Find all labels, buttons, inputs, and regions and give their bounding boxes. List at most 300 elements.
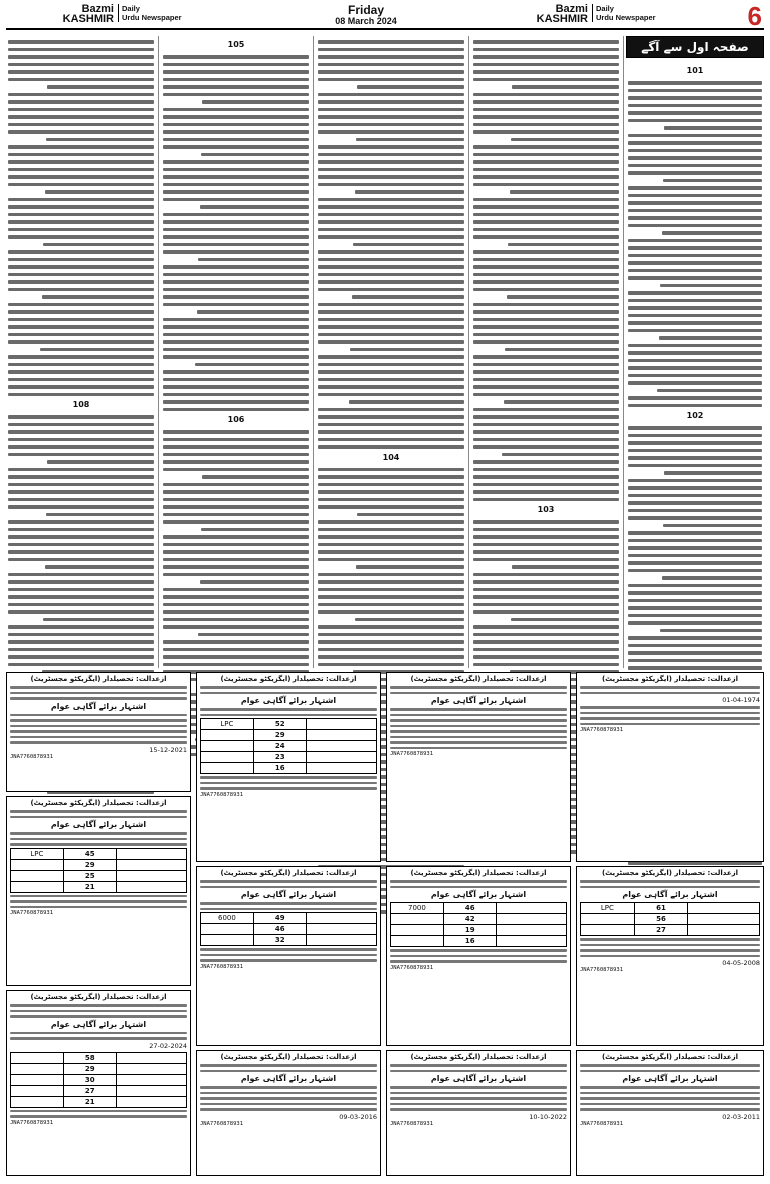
text-line (201, 153, 309, 157)
text-line (628, 224, 762, 228)
text-line (628, 614, 762, 618)
text-line (628, 651, 762, 655)
text-line (628, 314, 762, 318)
text-line (163, 625, 309, 629)
text-line (163, 535, 309, 539)
text-line (628, 276, 762, 280)
text-line (473, 573, 619, 577)
text-line (163, 408, 309, 412)
text-line (8, 63, 154, 67)
text-line (163, 198, 309, 202)
text-line (163, 235, 309, 239)
text-line (318, 145, 464, 149)
text-line (664, 126, 762, 130)
notice-table: 7000 46 42 19 16 (390, 902, 567, 947)
text-line (163, 648, 309, 652)
text-line (628, 606, 762, 610)
text-line (473, 640, 619, 644)
text-line (163, 228, 309, 232)
notice-date: 04-05-2008 (722, 959, 760, 967)
text-line (628, 216, 762, 220)
text-line (628, 321, 762, 325)
text-line (318, 505, 464, 509)
text-line (163, 93, 309, 97)
text-line (318, 528, 464, 532)
text-line (8, 198, 154, 202)
text-line (318, 363, 464, 367)
text-line (318, 393, 464, 397)
text-line (42, 295, 154, 299)
text-line (628, 254, 762, 258)
text-line (318, 625, 464, 629)
text-line (8, 355, 154, 359)
text-line (163, 115, 309, 119)
text-line (628, 149, 762, 153)
text-line (8, 610, 154, 614)
text-line (8, 273, 154, 277)
text-line (318, 535, 464, 539)
text-line (163, 445, 309, 449)
text-line (628, 239, 762, 243)
text-line (8, 648, 154, 652)
text-line (512, 565, 619, 569)
text-line (318, 610, 464, 614)
text-line (8, 213, 154, 217)
text-line (473, 378, 619, 382)
text-line (318, 408, 464, 412)
text-line (163, 168, 309, 172)
text-line (318, 385, 464, 389)
text-line (473, 408, 619, 412)
text-line (8, 280, 154, 284)
text-line (473, 228, 619, 232)
text-line (628, 666, 762, 670)
text-line (163, 340, 309, 344)
text-line (628, 396, 762, 400)
text-line (356, 138, 464, 142)
text-line (163, 595, 309, 599)
text-line (200, 580, 310, 584)
text-line (473, 55, 619, 59)
text-line (628, 434, 762, 438)
text-line (163, 130, 309, 134)
text-line (473, 475, 619, 479)
text-line (628, 644, 762, 648)
text-line (473, 130, 619, 134)
notice-date: 09-03-2016 (339, 1112, 377, 1121)
text-line (8, 145, 154, 149)
text-line (657, 389, 762, 393)
text-line (318, 220, 464, 224)
continuation-number: 103 (537, 505, 555, 514)
text-line (473, 528, 619, 532)
text-line (628, 186, 762, 190)
notice-table: LPC 45 29 25 21 (10, 848, 187, 893)
text-line (473, 325, 619, 329)
text-line (8, 663, 154, 667)
text-line (473, 168, 619, 172)
notice-date: 02-03-2011 (722, 1112, 760, 1121)
text-line (628, 111, 762, 115)
text-line (628, 381, 762, 385)
text-line (473, 558, 619, 562)
continuation-number: 105 (227, 40, 245, 49)
text-line (8, 220, 154, 224)
notice-ad-12: ازعدالت: تحصیلدار (ایگزیکٹو مجسٹریٹ) اشتہار برائے آگاہی عوام 02-03-2011 JNA7760878931 (576, 1050, 764, 1176)
text-line (318, 100, 464, 104)
text-line (47, 460, 154, 464)
text-line (8, 633, 154, 637)
text-line (163, 160, 309, 164)
text-line (45, 190, 155, 194)
text-line (318, 265, 464, 269)
text-line (353, 243, 464, 247)
text-line (473, 415, 619, 419)
text-line (8, 603, 154, 607)
text-line (318, 153, 464, 157)
text-line (8, 258, 154, 262)
text-line (473, 385, 619, 389)
text-line (473, 468, 619, 472)
text-line (349, 400, 464, 404)
text-line (473, 220, 619, 224)
text-line (628, 441, 762, 445)
text-line (8, 160, 154, 164)
text-line (628, 569, 762, 573)
masthead-name: Bazmi KASHMIR (62, 3, 114, 25)
text-line (628, 494, 762, 498)
text-line (8, 250, 154, 254)
text-line (163, 318, 309, 322)
text-line (473, 393, 619, 397)
text-line (8, 168, 154, 172)
text-line (163, 430, 309, 434)
text-line (473, 355, 619, 359)
text-line (628, 539, 762, 543)
notice-table: LPC 52 29 24 23 16 (200, 718, 377, 774)
text-line (473, 280, 619, 284)
text-line (47, 85, 154, 89)
text-line (628, 374, 762, 378)
text-line (46, 513, 154, 517)
text-line (163, 85, 309, 89)
text-line (473, 40, 619, 44)
text-line (163, 295, 309, 299)
text-line (628, 659, 762, 663)
text-line (318, 595, 464, 599)
text-line (8, 528, 154, 532)
text-line (628, 171, 762, 175)
text-line (628, 329, 762, 333)
text-line (8, 505, 154, 509)
text-line (163, 123, 309, 127)
text-line (8, 423, 154, 427)
text-line (510, 190, 620, 194)
text-line (8, 438, 154, 442)
text-line (318, 115, 464, 119)
text-line (628, 81, 762, 85)
text-line (628, 194, 762, 198)
text-line (505, 348, 619, 352)
text-line (628, 344, 762, 348)
text-line (8, 175, 154, 179)
text-line (8, 55, 154, 59)
text-line (43, 243, 154, 247)
text-line (473, 78, 619, 82)
text-line (664, 471, 762, 475)
text-line (318, 468, 464, 472)
text-line (318, 558, 464, 562)
text-line (473, 498, 619, 502)
text-line (473, 123, 619, 127)
text-line (659, 336, 762, 340)
text-line (473, 535, 619, 539)
notice-date: 10-10-2022 (529, 1112, 567, 1121)
masthead-right (536, 4, 656, 24)
text-line (163, 468, 309, 472)
text-line (318, 603, 464, 607)
text-line (318, 550, 464, 554)
text-line (350, 348, 464, 352)
text-line (473, 258, 619, 262)
text-line (318, 258, 464, 262)
text-line (163, 483, 309, 487)
text-line (163, 265, 309, 269)
text-line (163, 438, 309, 442)
text-line (45, 565, 155, 569)
text-line (318, 340, 464, 344)
text-line (508, 243, 619, 247)
text-line (473, 145, 619, 149)
text-line (318, 183, 464, 187)
continuation-number: 106 (227, 415, 245, 424)
text-line (318, 108, 464, 112)
text-line (318, 445, 464, 449)
column-2 (161, 36, 311, 668)
text-line (163, 400, 309, 404)
text-line (8, 228, 154, 232)
text-line (198, 258, 309, 262)
text-line (8, 205, 154, 209)
text-line (357, 85, 464, 89)
dateline (306, 4, 426, 27)
text-line (8, 340, 154, 344)
text-line (163, 243, 309, 247)
text-line (163, 565, 309, 569)
text-line (318, 430, 464, 434)
text-line (318, 235, 464, 239)
text-line (473, 108, 619, 112)
text-line (473, 520, 619, 524)
continuation-number: 101 (686, 66, 704, 75)
text-line (8, 595, 154, 599)
text-line (473, 273, 619, 277)
classified-ads (6, 672, 764, 1178)
text-line (8, 625, 154, 629)
text-line (318, 475, 464, 479)
text-line (163, 573, 309, 577)
text-line (163, 610, 309, 614)
text-line (473, 490, 619, 494)
text-line (628, 621, 762, 625)
text-line (473, 318, 619, 322)
text-line (473, 460, 619, 464)
text-line (163, 543, 309, 547)
text-line (473, 213, 619, 217)
text-line (318, 543, 464, 547)
text-line (8, 100, 154, 104)
text-line (163, 513, 309, 517)
text-line (318, 303, 464, 307)
text-line (473, 370, 619, 374)
text-line (318, 655, 464, 659)
text-line (163, 250, 309, 254)
text-line (473, 175, 619, 179)
column-1 (6, 36, 156, 668)
text-line (628, 89, 762, 93)
text-line (8, 93, 154, 97)
text-line (8, 123, 154, 127)
text-line (163, 385, 309, 389)
text-line (163, 333, 309, 337)
text-line (628, 246, 762, 250)
text-line (318, 370, 464, 374)
text-line (43, 618, 154, 622)
text-line (8, 370, 154, 374)
masthead-name-right: Bazmi KASHMIR (536, 3, 588, 25)
text-line (163, 183, 309, 187)
text-line (8, 183, 154, 187)
text-line (163, 325, 309, 329)
text-line (356, 565, 464, 569)
text-line (628, 299, 762, 303)
text-line (628, 201, 762, 205)
text-line (8, 498, 154, 502)
text-line (662, 231, 763, 235)
text-line (318, 93, 464, 97)
text-line (628, 291, 762, 295)
continuation-number: 104 (382, 452, 400, 462)
text-line (318, 580, 464, 584)
notice-table: 58 29 30 27 21 (10, 1052, 187, 1108)
text-line (473, 265, 619, 269)
text-line (318, 588, 464, 592)
text-line (628, 584, 762, 588)
text-line (200, 205, 310, 209)
text-line (318, 273, 464, 277)
text-line (8, 325, 154, 329)
text-line (318, 70, 464, 74)
text-line (628, 636, 762, 640)
notice-ad-7: ازعدالت: تحصیلدار (ایگزیکٹو مجسٹریٹ) اشتہار برائے آگاہی عوام JNA7760878931 (386, 672, 571, 862)
text-line (473, 445, 619, 449)
text-line (318, 175, 464, 179)
notice-date: 15-12-2021 (149, 745, 187, 754)
text-line (318, 325, 464, 329)
text-line (318, 423, 464, 427)
text-line (473, 580, 619, 584)
text-line (163, 378, 309, 382)
text-line (502, 453, 619, 457)
text-line (318, 483, 464, 487)
text-line (473, 588, 619, 592)
text-line (8, 490, 154, 494)
text-line (8, 483, 154, 487)
text-line (628, 164, 762, 168)
text-line (163, 453, 309, 457)
text-line (473, 288, 619, 292)
text-line (473, 70, 619, 74)
text-line (8, 573, 154, 577)
text-line (163, 190, 309, 194)
notice-ad-4: ازعدالت: تحصیلدار (ایگزیکٹو مجسٹریٹ) اشتہار برائے آگاہی عوام LPC 52 29 24 23 16 JNA7760878931 (196, 672, 381, 862)
text-line (8, 310, 154, 314)
text-line (473, 423, 619, 427)
dateline-day: Friday (347, 3, 384, 17)
text-line (318, 205, 464, 209)
text-line (628, 306, 762, 310)
text-line (628, 119, 762, 123)
text-line (628, 561, 762, 565)
notice-ad-11: ازعدالت: تحصیلدار (ایگزیکٹو مجسٹریٹ) اشتہار برائے آگاہی عوام LPC 61 56 27 04-05-2008 JNA7760878931 (576, 866, 764, 1046)
text-line (318, 123, 464, 127)
text-line (8, 153, 154, 157)
text-line (473, 438, 619, 442)
text-line (473, 250, 619, 254)
text-line (473, 648, 619, 652)
text-line (8, 378, 154, 382)
text-line (318, 198, 464, 202)
text-line (195, 363, 309, 367)
text-line (318, 633, 464, 637)
text-line (163, 145, 309, 149)
text-line (473, 550, 619, 554)
text-line (8, 588, 154, 592)
column-3 (316, 36, 466, 668)
continuation-number: 102 (686, 411, 704, 420)
text-line (473, 205, 619, 209)
text-line (8, 288, 154, 292)
notice-date: 01-04-1974 (722, 696, 760, 704)
text-line (8, 265, 154, 269)
text-line (318, 228, 464, 232)
text-line (8, 115, 154, 119)
text-line (473, 63, 619, 67)
column-5 (626, 62, 764, 668)
text-line (504, 400, 619, 404)
text-line (163, 588, 309, 592)
text-line (355, 618, 465, 622)
text-line (473, 603, 619, 607)
text-line (163, 175, 309, 179)
text-line (318, 318, 464, 322)
text-line (628, 269, 762, 273)
text-line (163, 640, 309, 644)
text-line (163, 505, 309, 509)
notice-table: 6000 49 46 32 (200, 912, 377, 946)
text-line (628, 479, 762, 483)
text-line (507, 295, 619, 299)
text-line (8, 535, 154, 539)
text-line (8, 580, 154, 584)
text-line (8, 333, 154, 337)
text-line (163, 280, 309, 284)
text-line (660, 284, 762, 288)
notice-ad-2: ازعدالت: تحصیلدار (ایگزیکٹو مجسٹریٹ) اشتہار برائے آگاہی عوام LPC 45 29 25 21 JNA7760878931 (6, 796, 191, 986)
text-line (163, 63, 309, 67)
text-line (318, 40, 464, 44)
column-4 (471, 36, 621, 668)
